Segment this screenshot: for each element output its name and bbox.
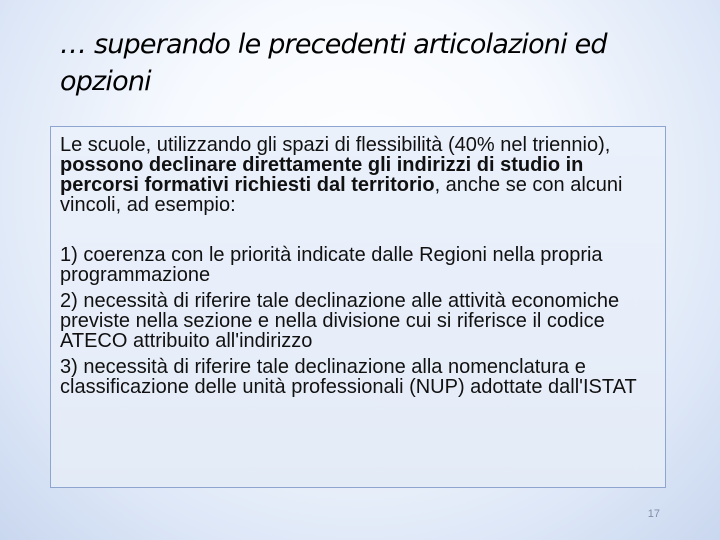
list-item: 3) necessità di riferire tale declinazione alla nomenclatura e classificazione delle unità professionali (NUP) adottate dall'ISTAT: [60, 356, 637, 398]
intro-paragraph: [60, 135, 660, 215]
body-text: [60, 135, 660, 397]
intro-text-start: Le scuole, utilizzando gli spazi di flessibilità (40% nel triennio),: [60, 134, 611, 156]
intro-text-end: , anche se con alcuni vincoli, ad esempio:: [60, 174, 623, 216]
constraints-list: [60, 245, 660, 397]
intro-bold-text: possono declinare direttamente gli indirizzi di studio in percorsi formativi richiesti dal territorio: [60, 154, 584, 196]
page-number: 17: [647, 508, 660, 520]
content-box: [50, 126, 666, 488]
slide-title: … superando le precedenti articolazioni ed opzioni: [60, 29, 607, 98]
list-item: 2) necessità di riferire tale declinazione alle attività economiche previste nella sezione e nella divisione cui si riferisce il codice ATECO attribuito all'indirizzo: [60, 290, 620, 352]
list-item: 1) coerenza con le priorità indicate dalle Regioni nella propria programmazione: [60, 244, 603, 286]
